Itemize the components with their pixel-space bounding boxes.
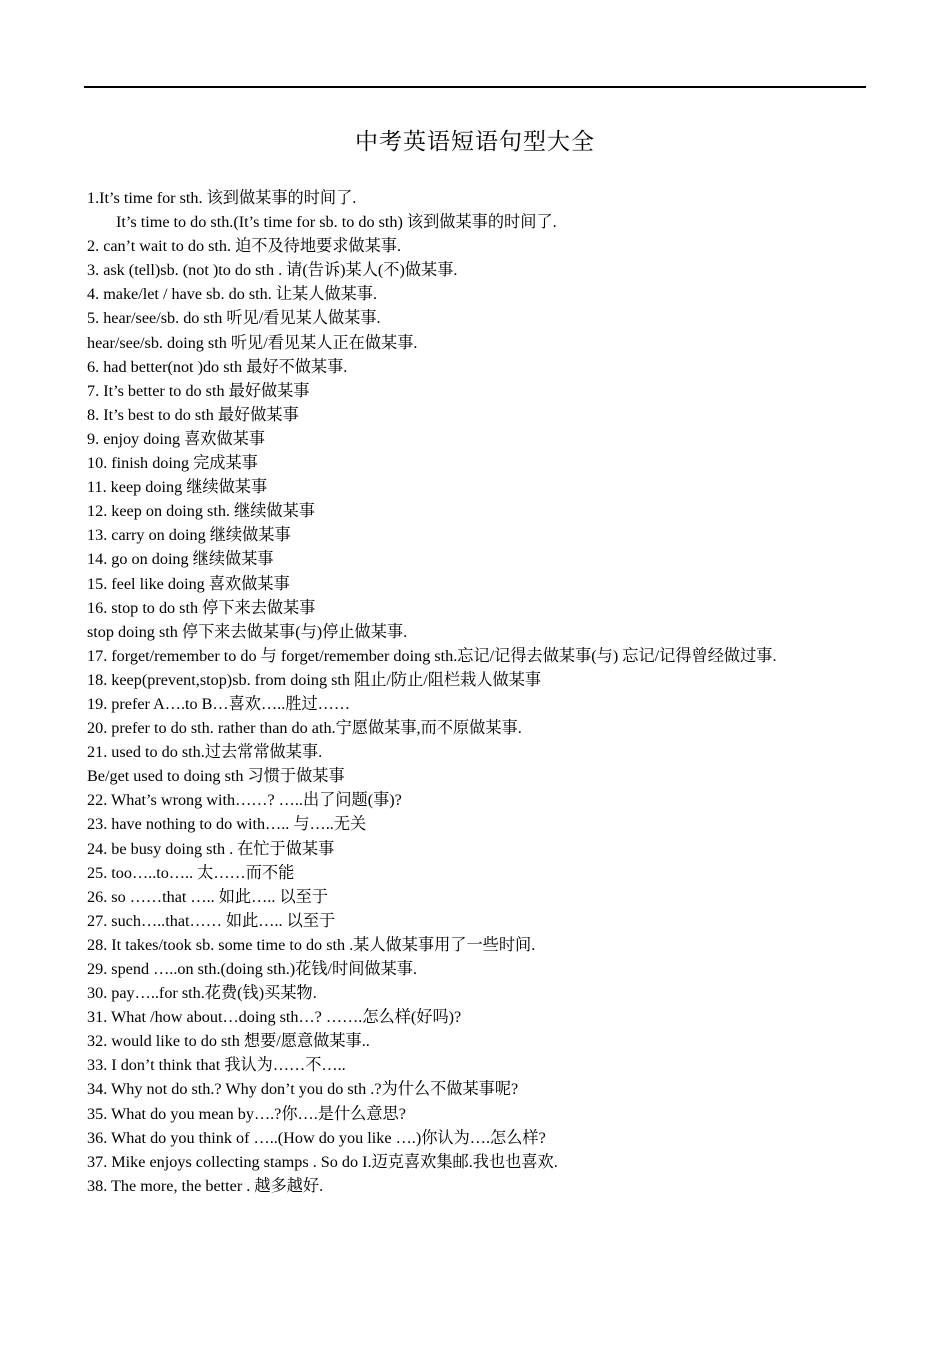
phrase-line: 31. What /how about…doing sth…? …….怎么样(好吗)?	[87, 1008, 462, 1027]
phrase-line: Be/get used to doing sth 习惯于做某事	[87, 767, 345, 786]
phrase-line: It’s time to do sth.(It’s time for sb. to do sth) 该到做某事的时间了.	[116, 213, 557, 232]
phrase-line: 32. would like to do sth 想要/愿意做某事..	[87, 1032, 370, 1051]
phrase-line: 8. It’s best to do sth 最好做某事	[87, 405, 299, 424]
phrase-line: 10. finish doing 完成某事	[87, 454, 258, 473]
phrase-line: 11. keep doing 继续做某事	[87, 478, 268, 497]
phrase-line: 21. used to do sth.过去常常做某事.	[87, 743, 323, 762]
phrase-line: 19. prefer A….to B…喜欢…..胜过……	[87, 694, 351, 713]
phrase-line: 34. Why not do sth.? Why don’t you do sth .?为什么不做某事呢?	[87, 1080, 519, 1099]
phrase-line: 36. What do you think of …..(How do you like ….)你认为….怎么样?	[87, 1128, 546, 1147]
document-title: 中考英语短语句型大全	[355, 129, 595, 154]
phrase-line: 1.It’s time for sth. 该到做某事的时间了.	[87, 189, 357, 207]
phrase-list	[87, 186, 877, 1198]
phrase-line: 28. It takes/took sb. some time to do sth .某人做某事用了一些时间.	[87, 935, 536, 954]
phrase-line: 9. enjoy doing 喜欢做某事	[87, 429, 266, 448]
phrase-line: 2. can’t wait to do sth. 迫不及待地要求做某事.	[87, 237, 401, 256]
phrase-line: 38. The more, the better . 越多越好.	[87, 1176, 324, 1195]
phrase-line: hear/see/sb. doing sth 听见/看见某人正在做某事.	[87, 333, 418, 352]
phrase-line: 4. make/let / have sb. do sth. 让某人做某事.	[87, 285, 377, 304]
header-rule	[84, 86, 866, 88]
phrase-line: 35. What do you mean by….?你….是什么意思?	[87, 1104, 406, 1123]
phrase-line: 16. stop to do sth 停下来去做某事	[87, 598, 316, 617]
phrase-line: 14. go on doing 继续做某事	[87, 550, 274, 569]
phrase-line: 23. have nothing to do with….. 与…..无关	[87, 815, 367, 834]
phrase-line: 29. spend …..on sth.(doing sth.)花钱/时间做某事.	[87, 960, 418, 978]
phrase-line: 3. ask (tell)sb. (not )to do sth . 请(告诉)某人(不)做某事.	[87, 261, 458, 280]
phrase-line: 26. so ……that ….. 如此….. 以至于	[87, 887, 329, 906]
phrase-line: 24. be busy doing sth . 在忙于做某事	[87, 839, 335, 858]
phrase-line: 6. had better(not )do sth 最好不做某事.	[87, 357, 348, 376]
phrase-line: 27. such…..that…… 如此….. 以至于	[87, 911, 336, 930]
phrase-line: 12. keep on doing sth. 继续做某事	[87, 502, 315, 521]
phrase-line: 25. too…..to….. 太……而不能	[87, 863, 295, 882]
phrase-line: 30. pay…..for sth.花费(钱)买某物.	[87, 984, 317, 1003]
phrase-line: 7. It’s better to do sth 最好做某事	[87, 381, 310, 400]
phrase-line: 33. I don’t think that 我认为……不…..	[87, 1056, 346, 1075]
phrase-line: 18. keep(prevent,stop)sb. from doing sth 阻止/防止/阻栏栽人做某事	[87, 670, 542, 689]
phrase-line: 13. carry on doing 继续做某事	[87, 526, 291, 545]
phrase-line: 37. Mike enjoys collecting stamps . So do I.迈克喜欢集邮.我也也喜欢.	[87, 1152, 558, 1171]
phrase-line: 17. forget/remember to do 与 forget/remember doing sth.忘记/记得去做某事(与) 忘记/记得曾经做过事.	[87, 646, 777, 665]
phrase-line: 5. hear/see/sb. do sth 听见/看见某人做某事.	[87, 309, 381, 328]
phrase-line: stop doing sth 停下来去做某事(与)停止做某事.	[87, 622, 408, 641]
phrase-line: 15. feel like doing 喜欢做某事	[87, 574, 290, 593]
phrase-line: 22. What’s wrong with……? …..出了问题(事)?	[87, 791, 402, 810]
phrase-line: 20. prefer to do sth. rather than do ath.宁愿做某事,而不原做某事.	[87, 719, 522, 738]
